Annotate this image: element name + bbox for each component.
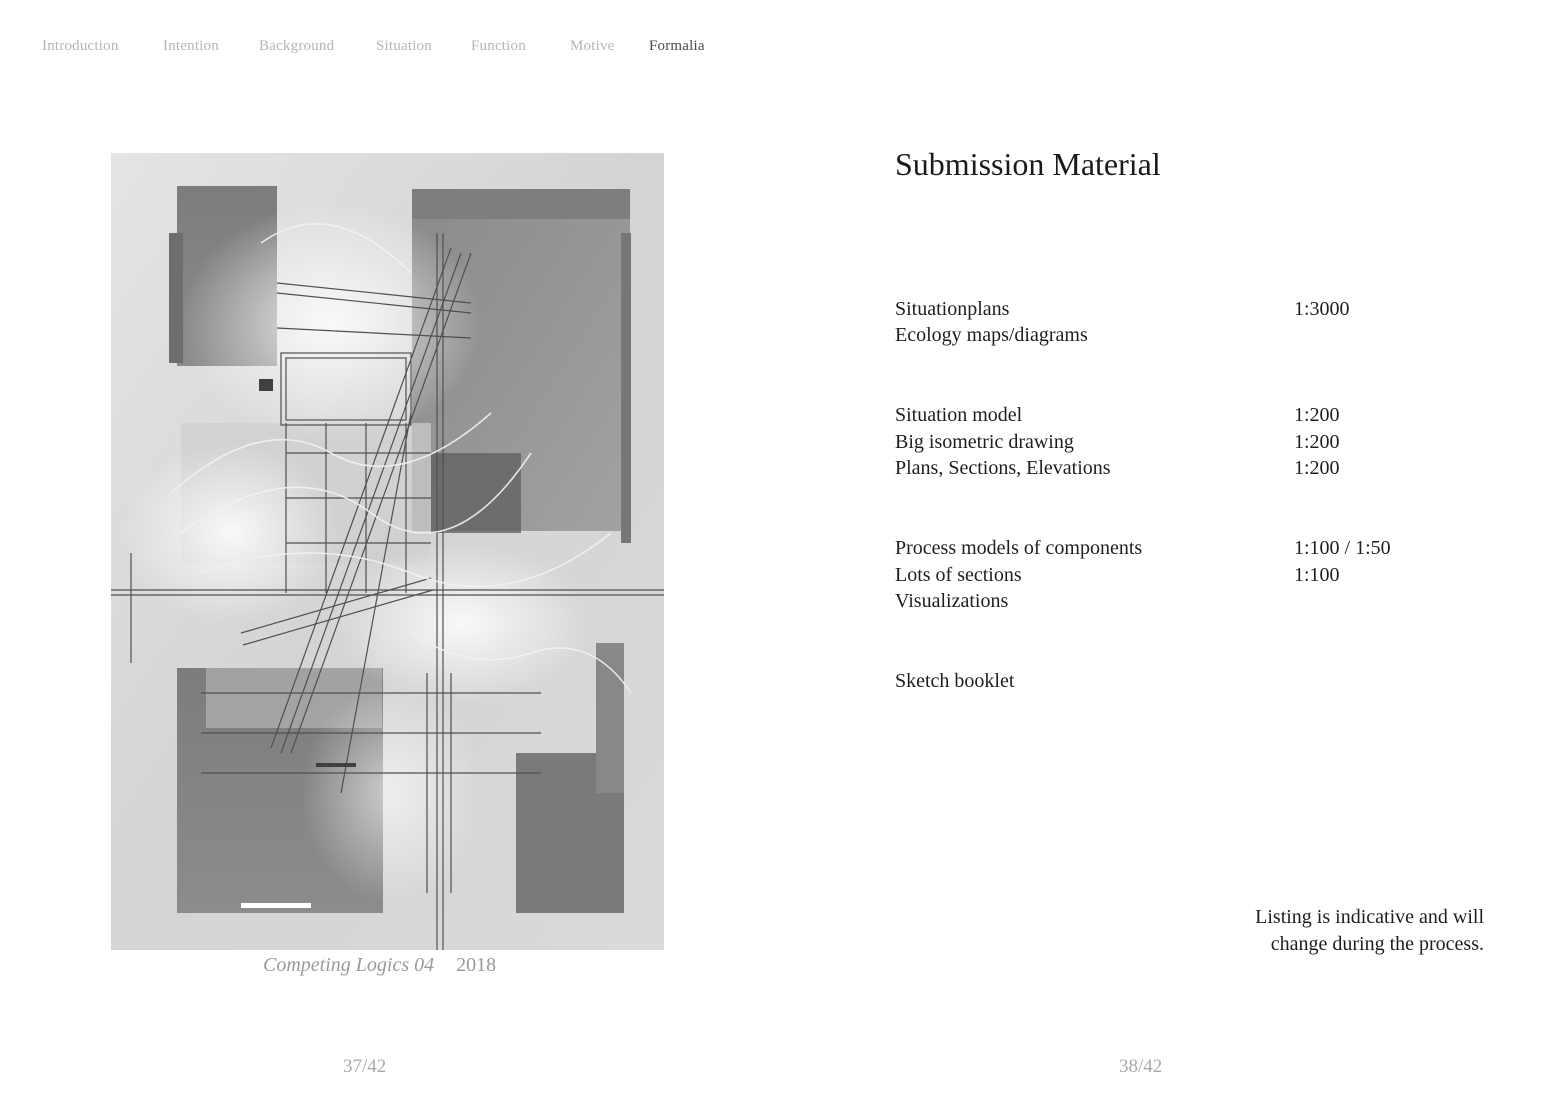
material-scale: 1:200 bbox=[1294, 404, 1340, 426]
material-scale: 1:100 bbox=[1294, 564, 1340, 586]
material-name: Big isometric drawing bbox=[895, 431, 1074, 453]
nav-item-introduction[interactable]: Introduction bbox=[42, 38, 119, 54]
note-line-2: change during the process. bbox=[1270, 933, 1484, 955]
nav-item-motive[interactable]: Motive bbox=[570, 38, 615, 54]
list-item bbox=[895, 324, 1455, 350]
list-item bbox=[895, 457, 1455, 483]
material-name: Lots of sections bbox=[895, 564, 1022, 586]
artwork-image bbox=[111, 153, 664, 950]
caption-title: Competing Logics 04 bbox=[263, 954, 435, 976]
list-item bbox=[895, 590, 1455, 616]
nav-item-intention[interactable]: Intention bbox=[163, 38, 219, 54]
material-name: Ecology maps/diagrams bbox=[895, 324, 1088, 346]
caption-year: 2018 bbox=[456, 954, 497, 976]
nav-item-function[interactable]: Function bbox=[471, 38, 526, 54]
material-name: Situation model bbox=[895, 404, 1023, 426]
material-scale: 1:3000 bbox=[1294, 298, 1350, 320]
material-name: Process models of components bbox=[895, 537, 1143, 559]
list-item bbox=[895, 564, 1455, 590]
material-name: Sketch booklet bbox=[895, 670, 1015, 692]
material-scale: 1:200 bbox=[1294, 457, 1340, 479]
nav-item-situation[interactable]: Situation bbox=[376, 38, 432, 54]
page-number-left: 37/42 bbox=[343, 1056, 387, 1077]
note-line-1: Listing is indicative and will bbox=[1255, 906, 1484, 928]
list-item bbox=[895, 670, 1455, 696]
indicative-note bbox=[1255, 904, 1484, 958]
nav-item-formalia[interactable]: Formalia bbox=[649, 38, 705, 54]
list-item bbox=[895, 537, 1455, 563]
material-name: Plans, Sections, Elevations bbox=[895, 457, 1111, 479]
material-name: Situationplans bbox=[895, 298, 1010, 320]
page-number-right: 38/42 bbox=[1119, 1056, 1163, 1077]
material-scale: 1:100 / 1:50 bbox=[1294, 537, 1391, 559]
list-item bbox=[895, 431, 1455, 457]
material-name: Visualizations bbox=[895, 590, 1009, 612]
list-item bbox=[895, 404, 1455, 430]
nav-item-background[interactable]: Background bbox=[259, 38, 335, 54]
page-heading: Submission Material bbox=[895, 146, 1161, 182]
artwork-caption bbox=[263, 954, 496, 977]
material-scale: 1:200 bbox=[1294, 431, 1340, 453]
list-item bbox=[895, 298, 1455, 324]
